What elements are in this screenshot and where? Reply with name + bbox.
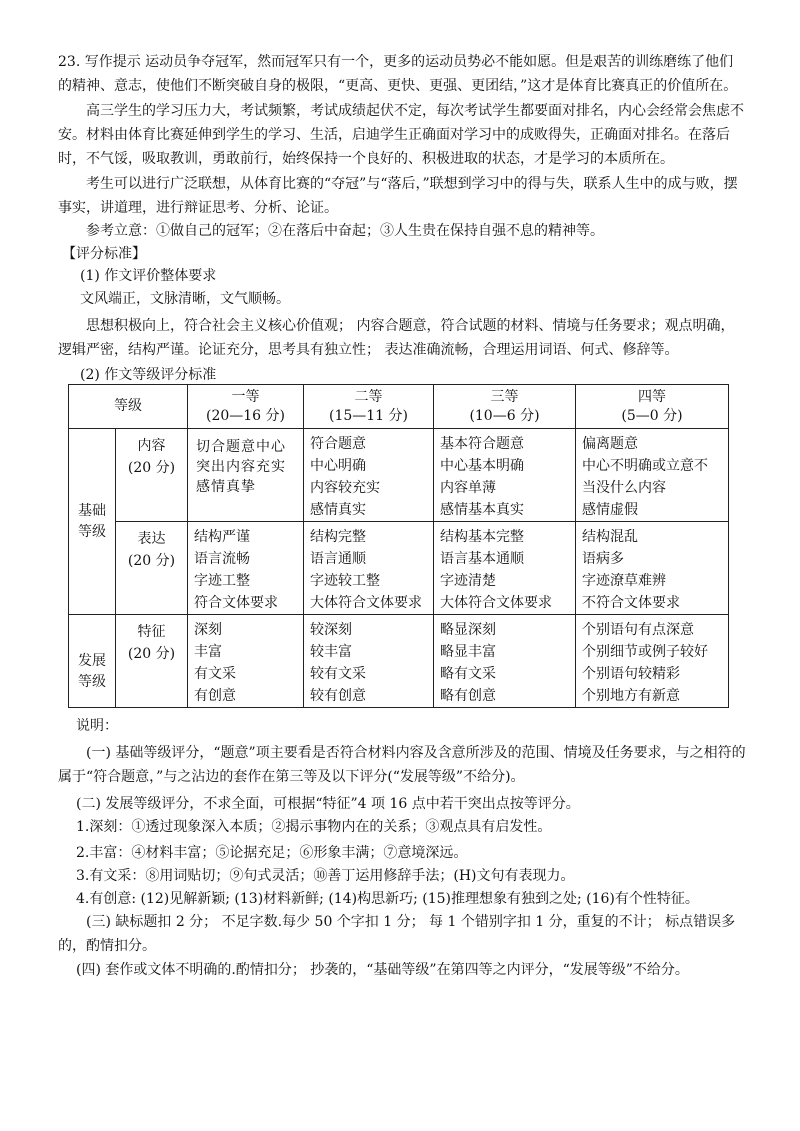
- cell-line: 较深刻: [310, 622, 352, 638]
- feature-grade-2: [304, 615, 434, 708]
- cell-line: 偏离题意: [582, 436, 638, 452]
- cell-line: 符合题意: [310, 436, 366, 452]
- cell-line: 有创意: [194, 688, 236, 704]
- cell-line: 结构基本完整: [440, 529, 524, 545]
- grade-4-header: [576, 385, 729, 429]
- basic-level-label-line-1: 基础: [78, 502, 106, 519]
- feature-grade-3: [434, 615, 576, 708]
- cell-line: 深刻: [194, 622, 222, 638]
- grade-3-name: 三等: [490, 388, 519, 405]
- prompt-paragraph-2: 高三学生的学习压力大，考试频繁，考试成绩起伏不定，每次考试学生都要面对排名，内心会经常会焦虑不安。材料由体育比赛延伸到学生的学习、生活，启迪学生正确面对学习中的成败得失，正确面对排名。在落后时，不气馁，吸取教训，勇敢前行，始终保持一个良好的、积极进取的状态，才是学习的本质所在。: [58, 103, 744, 167]
- feature-row: [69, 615, 729, 708]
- cell-line: 个别地方有新意: [582, 688, 680, 704]
- cell-line: 字迹清楚: [440, 573, 496, 589]
- development-level-label-line-1: 发展: [78, 653, 106, 669]
- content-grade-3: [434, 429, 576, 522]
- criteria-section-1-title: (1) 作文评价整体要求: [80, 268, 217, 284]
- note-4: (四) 套作或文体不明确的.酌情扣分； 抄袭的，“基础等级”在第四等之内评分，“发展等级”不给分。: [76, 962, 689, 978]
- cell-line: 感情基本真实: [440, 502, 524, 518]
- prompt-paragraph-3: 考生可以进行广泛联想，从体育比赛的“夺冠”与“落后，”联想到学习中的得与失，联系人生中的成与败，摆事实，讲道理，进行辩证思考、分析、论证。: [58, 176, 738, 216]
- note-2-richness: 2.丰富：④材料丰富；⑤论据充足；⑥形象丰满；⑦意境深远。: [76, 845, 468, 861]
- criteria-style-requirement: 文风端正，文脉清晰，文气顺畅。: [80, 291, 290, 307]
- grading-table: [68, 384, 729, 708]
- feature-score: (20 分): [127, 646, 176, 662]
- cell-line: 语言通顺: [310, 551, 366, 567]
- cell-line: 略显丰富: [440, 644, 496, 660]
- cell-line: 字迹潦草难辨: [582, 573, 666, 589]
- expression-grade-1: [188, 522, 304, 615]
- expression-grade-2: [304, 522, 434, 615]
- cell-line: 感情虚假: [582, 502, 638, 518]
- content-criterion: [116, 429, 188, 522]
- cell-line: 字迹较工整: [310, 573, 380, 589]
- feature-criterion: [116, 615, 188, 708]
- cell-line: 语言流畅: [194, 551, 250, 567]
- cell-line: 个别细节或例子较好: [582, 644, 708, 660]
- grade-1-range: (20—16 分): [205, 407, 285, 424]
- grade-header-row: [69, 385, 729, 429]
- cell-line: 有文采: [194, 666, 236, 682]
- cell-line: 符合文体要求: [194, 595, 278, 611]
- cell-line: 大体符合文体要求: [310, 595, 422, 611]
- notes-heading: 说明：: [76, 718, 118, 734]
- grade-header-label: 等级: [69, 385, 188, 429]
- cell-line: 内容较充实: [310, 480, 380, 496]
- content-grade-4: [576, 429, 729, 522]
- grade-3-header: [434, 385, 576, 429]
- basic-level-label-line-2: 等级: [78, 523, 106, 540]
- reference-themes: 参考立意：①做自己的冠军；②在落后中奋起；③人生贵在保持自强不息的精神等。: [86, 223, 604, 239]
- cell-line: 大体符合文体要求: [440, 595, 552, 611]
- content-name: 内容: [137, 438, 166, 454]
- grade-3-range: (10—6 分): [469, 407, 540, 424]
- cell-line: 字迹工整: [194, 573, 250, 589]
- content-grade-2: [304, 429, 434, 522]
- feature-name: 特征: [137, 624, 166, 640]
- grade-4-range: (5—0 分): [621, 407, 683, 424]
- content-grade-1-text: 切合题意中心突出内容充实感情真挚: [196, 439, 286, 495]
- expression-score: (20 分): [127, 553, 176, 569]
- cell-line: 个别语句有点深意: [582, 622, 694, 638]
- content-row: [69, 429, 729, 522]
- content-score: (20 分): [127, 460, 176, 476]
- cell-line: 较丰富: [310, 644, 352, 660]
- cell-line: 结构严谨: [194, 529, 250, 545]
- note-3: (三) 缺标题扣 2 分； 不足字数.每少 50 个字扣 1 分； 每 1 个错别字扣 1 分，重复的不计； 标点错误多的，酌情扣分。: [58, 914, 736, 954]
- grade-1-header: [188, 385, 304, 429]
- cell-line: 略有创意: [440, 688, 496, 704]
- feature-grade-1: [188, 615, 304, 708]
- note-2-creativity: 4.有创意: (12)见解新颖; (13)材料新鲜; (14)构思新巧; (15)推理想象有独到之处; (16)有个性特征。: [76, 891, 699, 907]
- cell-line: 感情真实: [310, 502, 366, 518]
- feature-grade-4: [576, 615, 729, 708]
- cell-line: 个别语句较精彩: [582, 666, 680, 682]
- note-2-style: 3.有文采：⑧用词贴切；⑨句式灵活；⑩善丁运用修辞手法；(H)文句有表现力。: [76, 868, 575, 884]
- expression-grade-4: [576, 522, 729, 615]
- cell-line: 中心基本明确: [440, 458, 524, 474]
- cell-line: 内容单薄: [440, 480, 496, 496]
- note-2-depth: 1.深刻：①透过现象深入本质；②揭示事物内在的关系；③观点具有启发性。: [76, 819, 552, 835]
- development-level-label: [69, 615, 116, 708]
- criteria-overall-paragraph: 思想积极向上，符合社会主义核心价值观； 内容合题意，符合试题的材料、情境与任务要求；观点明确，逻辑严密，结构严谨。论证充分，思考具有独立性； 表达准确流畅，合理运用词语、何式、修辞等。: [58, 318, 735, 358]
- cell-line: 较有文采: [310, 666, 366, 682]
- basic-level-label: [69, 429, 116, 615]
- note-2: (二) 发展等级评分，不求全面，可根据“特征”4 项 16 点中若干突出点按等评分。: [76, 796, 580, 812]
- content-grade-1: [188, 429, 304, 522]
- cell-line: 语言基本通顺: [440, 551, 524, 567]
- cell-line: 略显深刻: [440, 622, 496, 638]
- cell-line: 语病多: [582, 551, 624, 567]
- cell-line: 当没什么内容: [582, 480, 666, 496]
- expression-row: [69, 522, 729, 615]
- grade-2-name: 二等: [354, 388, 383, 405]
- criteria-heading: 【评分标准】: [62, 246, 146, 262]
- grade-4-name: 四等: [638, 388, 666, 405]
- expression-name: 表达: [137, 531, 166, 547]
- cell-line: 较有创意: [310, 688, 366, 704]
- cell-line: 略有文采: [440, 666, 496, 682]
- cell-line: 中心明确: [310, 458, 366, 474]
- cell-line: 中心不明确或立意不: [582, 458, 708, 474]
- cell-line: 不符合文体要求: [582, 595, 680, 611]
- note-1: (一) 基础等级评分，“题意”项主要看是否符合材料内容及含意所涉及的范围、情境及任务要求，与之相符的属于“符合题意，”与之沾边的套作在第三等及以下评分(“发展等级”不给分)。: [58, 745, 746, 785]
- criteria-section-2-title: (2) 作文等级评分标准: [80, 367, 217, 383]
- cell-line: 结构完整: [310, 529, 366, 545]
- grade-2-header: [304, 385, 434, 429]
- grade-1-name: 一等: [231, 388, 260, 405]
- expression-criterion: [116, 522, 188, 615]
- cell-line: 丰富: [194, 644, 222, 660]
- prompt-paragraph-1: 23. 写作提示 运动员争夺冠军，然而冠军只有一个，更多的运动员势必不能如愿。但是艰苦的训练磨练了他们的精神、意志，使他们不断突破自身的极限，“更高、更快、更强、更团结，”这才是体育比赛真正的价值所在。: [58, 54, 738, 94]
- cell-line: 基本符合题意: [440, 436, 524, 452]
- expression-grade-3: [434, 522, 576, 615]
- development-level-label-line-2: 等级: [78, 674, 106, 690]
- cell-line: 结构混乱: [582, 529, 638, 545]
- grade-2-range: (15—11 分): [328, 407, 408, 424]
